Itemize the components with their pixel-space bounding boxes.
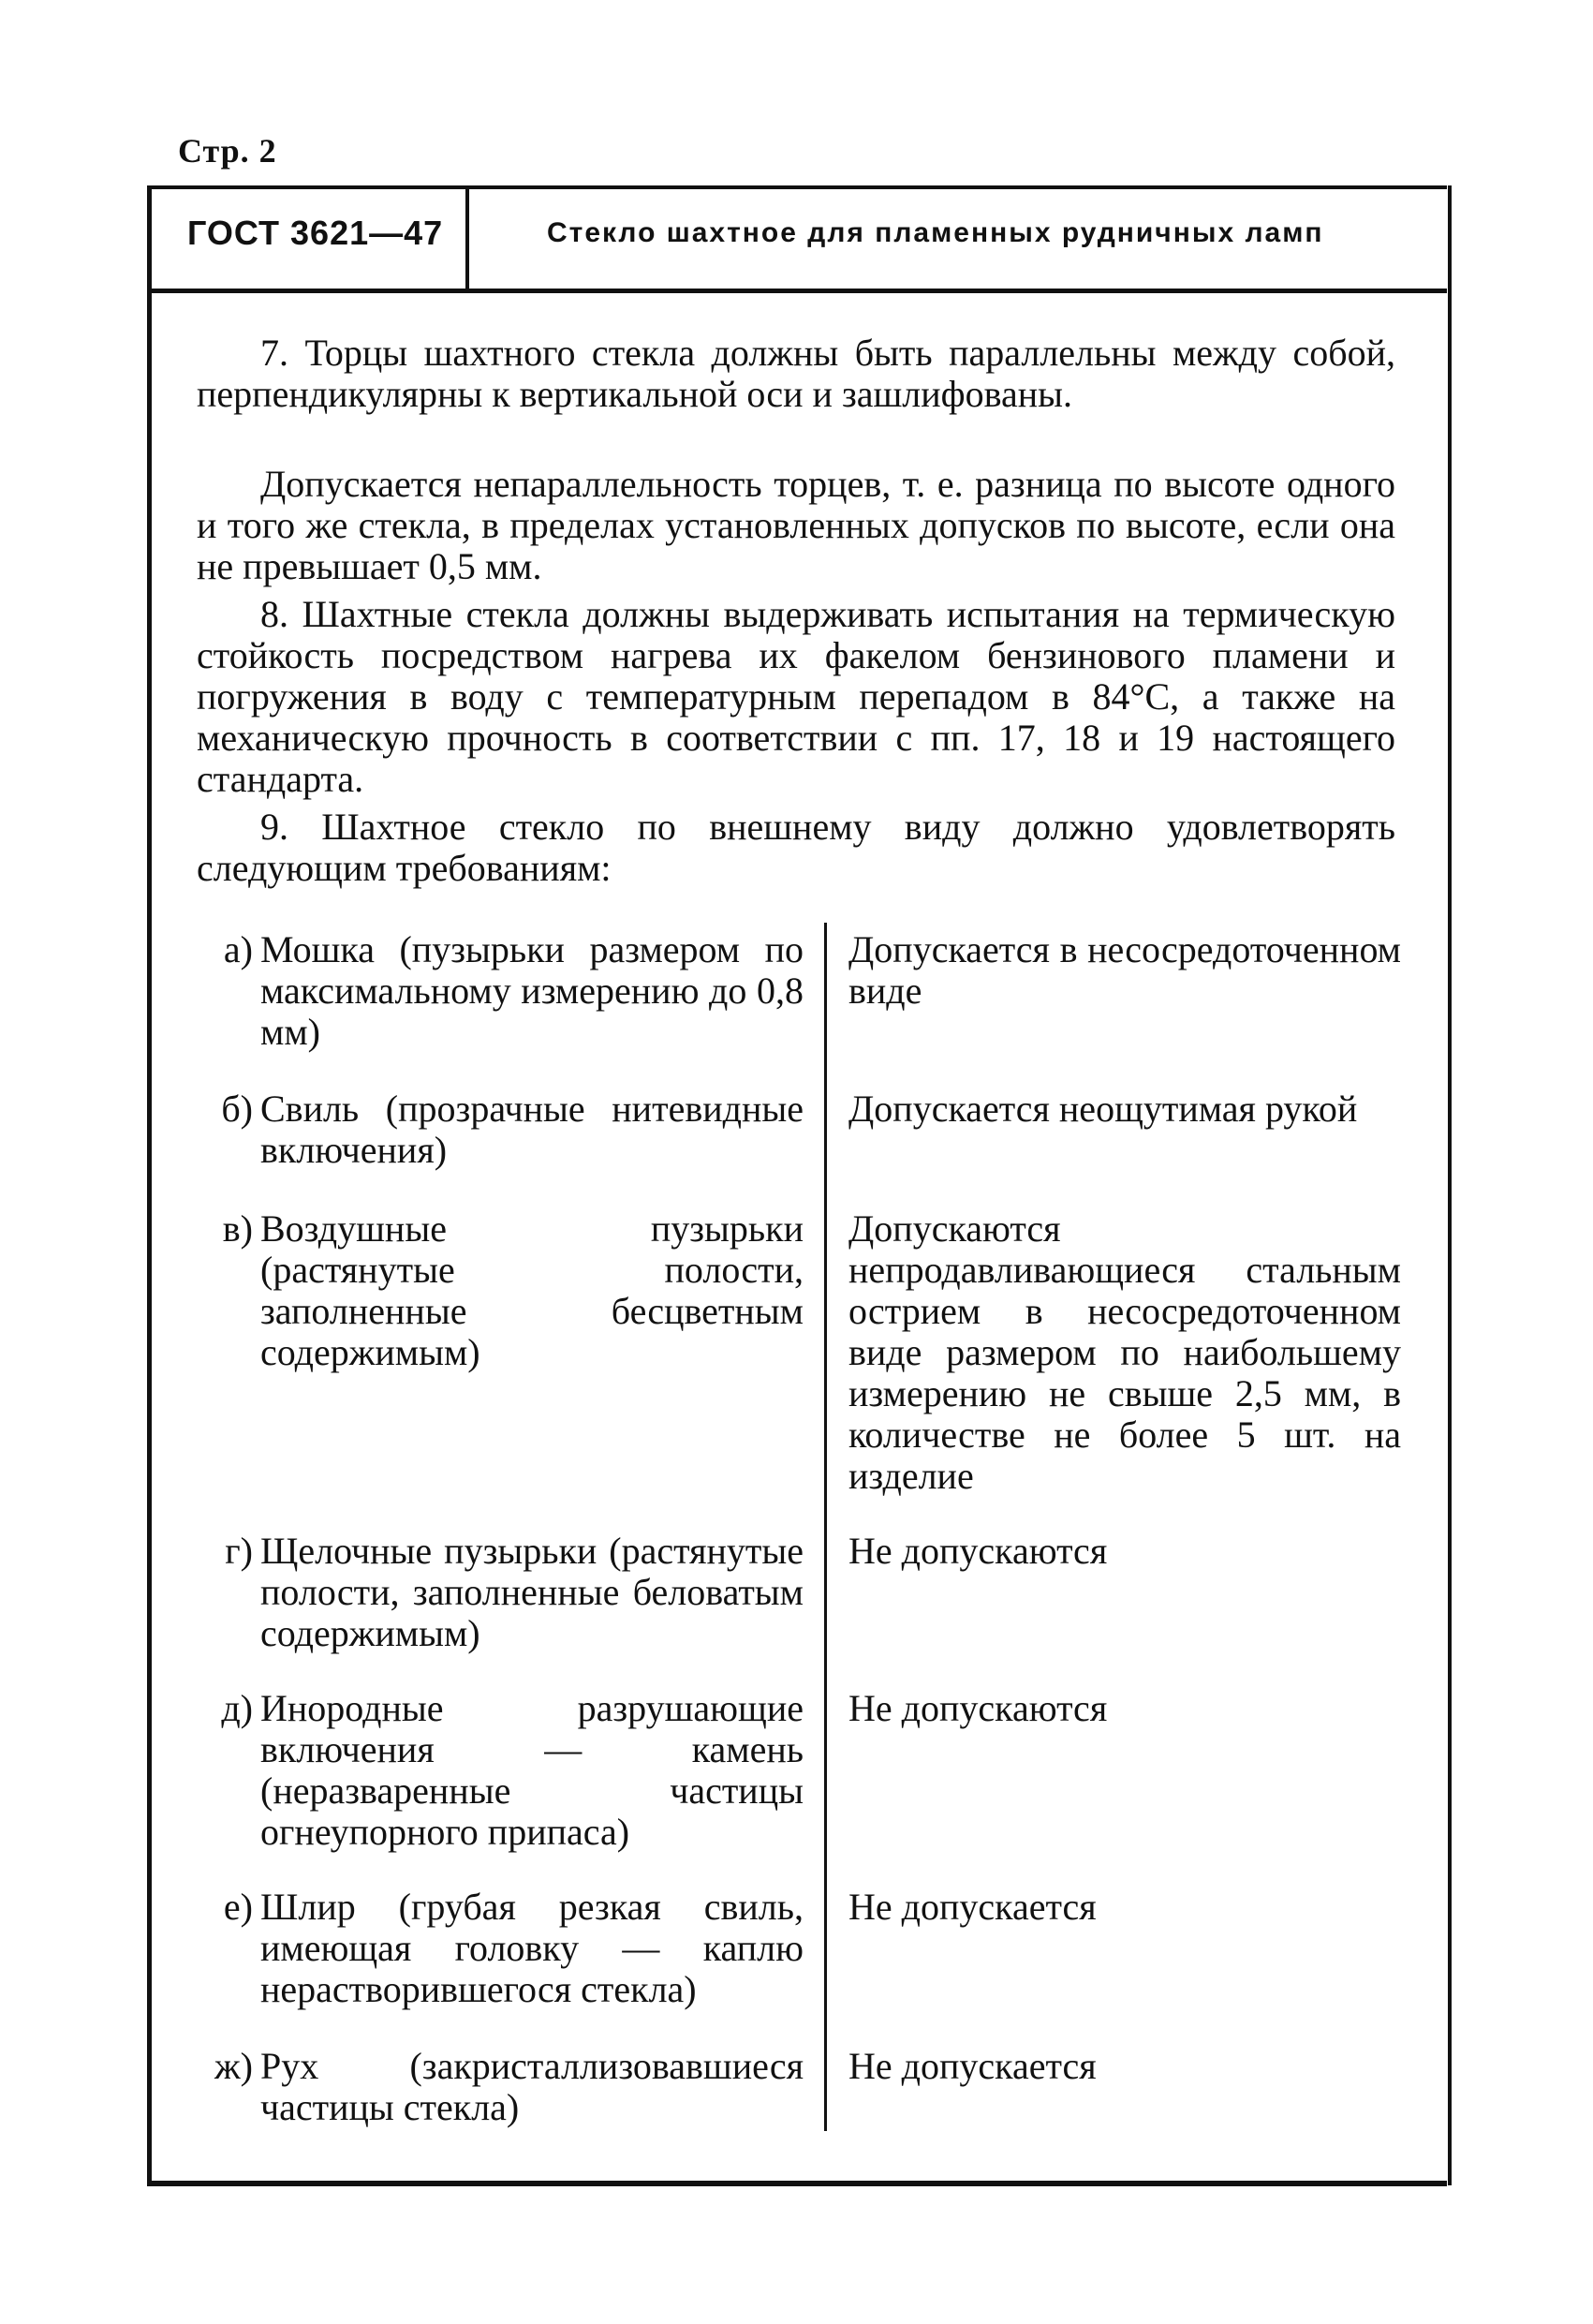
header-top-rule <box>147 185 1447 189</box>
header-divider <box>465 185 469 289</box>
requirement-defect: Инородные разрушающие включения — камень (неразваренные частицы огнеупорного припаса) <box>260 1687 804 1853</box>
requirement-letter: е) <box>223 1886 253 1928</box>
paragraph-tolerance: Допускается непараллельность торцев, т. е. разница по высоте одного и того же стекла, в пределах установленных допусков по высоте, если она не превышает 0,5 мм. <box>197 463 1395 587</box>
requirement-defect: Воздушные пузырьки (растянутые полости, заполненные бесцветным содержимым) <box>260 1207 804 1373</box>
requirement-norm: Не допускаются <box>848 1687 1108 1729</box>
paragraph-9: 9. Шахтное стекло по внешнему виду должно удовлетворять следующим требованиям: <box>197 806 1395 889</box>
requirement-norm: Допускается неощутимая рукой <box>848 1088 1358 1130</box>
paragraph-8: 8. Шахтные стекла должны выдерживать испытания на термическую стойкость посредством нагрева их факелом бензинового пламени и погружения в воду с температурным перепадом в 84°С, а также на механическую прочность в соответствии с пп. 17, 18 и 19 настоящего стандарта. <box>197 593 1395 800</box>
requirement-letter: д) <box>221 1687 253 1729</box>
requirement-letter: г) <box>225 1530 253 1572</box>
header-bottom-rule <box>147 289 1447 293</box>
requirement-defect: Свиль (прозрачные нитевидные включения) <box>260 1088 804 1171</box>
requirement-defect: Шлир (грубая резкая свиль, имеющая головку — каплю нерастворившегося стекла) <box>260 1886 804 2010</box>
requirement-norm: Не допускаются <box>848 1530 1108 1572</box>
standard-number: ГОСТ 3621—47 <box>187 214 444 252</box>
requirement-norm: Допускается в несосредоточенном виде <box>848 928 1401 1012</box>
document-title: Стекло шахтное для пламенных рудничных ламп <box>547 217 1324 248</box>
requirement-letter: б) <box>221 1088 253 1130</box>
requirement-letter: ж) <box>214 2045 253 2087</box>
page-bottom-rule <box>147 2181 1447 2186</box>
requirement-defect: Щелочные пузырьки (растянутые полости, заполненные беловатым содержимым) <box>260 1530 804 1654</box>
requirement-letter: в) <box>222 1207 253 1250</box>
requirement-norm: Не допускается <box>848 1886 1097 1928</box>
requirement-norm: Не допускается <box>848 2045 1097 2087</box>
requirement-letter: а) <box>223 928 253 970</box>
requirement-norm: Допускаются непродавливающиеся стальным острием в несосредоточенном виде размером по наибольшему измерению не свыше 2,5 мм, в количестве не более 5 шт. на изделие <box>848 1207 1401 1497</box>
page-number: Стр. 2 <box>178 132 277 170</box>
requirements-divider <box>824 923 827 2131</box>
paragraph-7: 7. Торцы шахтного стекла должны быть параллельны между собой, перпендикулярны к вертикальной оси и зашлифованы. <box>197 332 1395 415</box>
requirement-defect: Мошка (пузырьки размером по максимальному измерению до 0,8 мм) <box>260 928 804 1053</box>
requirement-defect: Рух (закристаллизовавшиеся частицы стекла) <box>260 2045 804 2128</box>
